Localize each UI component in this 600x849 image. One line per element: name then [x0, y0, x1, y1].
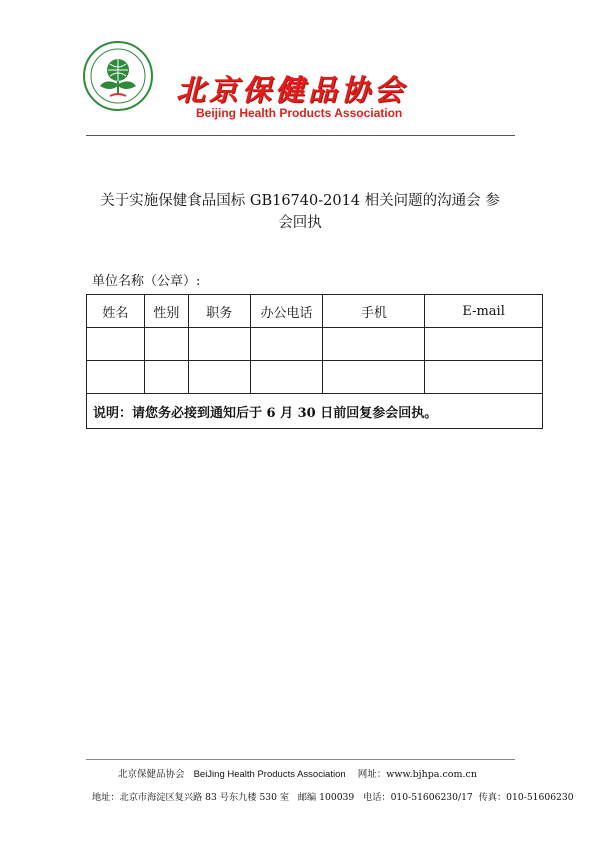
footer-line-2	[92, 789, 574, 803]
org-name-en: Beijing Health Products Association	[196, 106, 403, 120]
footer-fax: 传真：010-51606230	[478, 792, 574, 803]
cell-position[interactable]	[188, 328, 250, 361]
header-name: 姓名	[87, 295, 145, 328]
document-title	[80, 190, 520, 234]
cell-email[interactable]	[425, 328, 543, 361]
header-email: E-mail	[425, 295, 543, 328]
header-mobile: 手机	[323, 295, 425, 328]
cell-email[interactable]	[425, 361, 543, 394]
cell-gender[interactable]	[144, 328, 188, 361]
footer-org-en: BeiJing Health Products Association	[193, 769, 346, 780]
cell-office-phone[interactable]	[250, 328, 323, 361]
table-row	[87, 328, 543, 361]
header-gender: 性别	[144, 295, 188, 328]
header-office-phone: 办公电话	[250, 295, 323, 328]
title-line-2: 会回执	[278, 215, 322, 231]
header-divider	[86, 135, 515, 136]
cell-mobile[interactable]	[323, 361, 425, 394]
footer-website-label: 网址：	[357, 769, 387, 780]
footer-line-1	[118, 766, 518, 780]
table-header-row	[87, 295, 543, 328]
table-note-row	[87, 394, 543, 429]
reply-form-table	[86, 294, 543, 429]
table-note: 说明：请您务必接到通知后于 6 月 30 日前回复参会回执。	[87, 394, 543, 429]
unit-name-label: 单位名称（公章）:	[92, 274, 201, 289]
cell-name[interactable]	[87, 328, 145, 361]
association-logo	[82, 40, 154, 112]
cell-name[interactable]	[87, 361, 145, 394]
footer-postcode: 邮编 100039	[297, 792, 355, 803]
cell-mobile[interactable]	[323, 328, 425, 361]
footer-divider	[86, 759, 515, 760]
title-line-1: 关于实施保健食品国标 GB16740-2014 相关问题的沟通会 参	[100, 193, 500, 209]
header-position: 职务	[188, 295, 250, 328]
footer-website[interactable]: www.bjhpa.com.cn	[386, 769, 477, 780]
cell-gender[interactable]	[144, 361, 188, 394]
footer-phone: 电话：010-51606230/17	[363, 792, 473, 803]
org-name-cn: 北京保健品协会	[176, 73, 408, 107]
footer-org-cn: 北京保健品协会	[118, 769, 185, 780]
table-row	[87, 361, 543, 394]
footer-address: 地址：北京市海淀区复兴路 83 号东九楼 530 室	[92, 792, 290, 803]
cell-position[interactable]	[188, 361, 250, 394]
cell-office-phone[interactable]	[250, 361, 323, 394]
